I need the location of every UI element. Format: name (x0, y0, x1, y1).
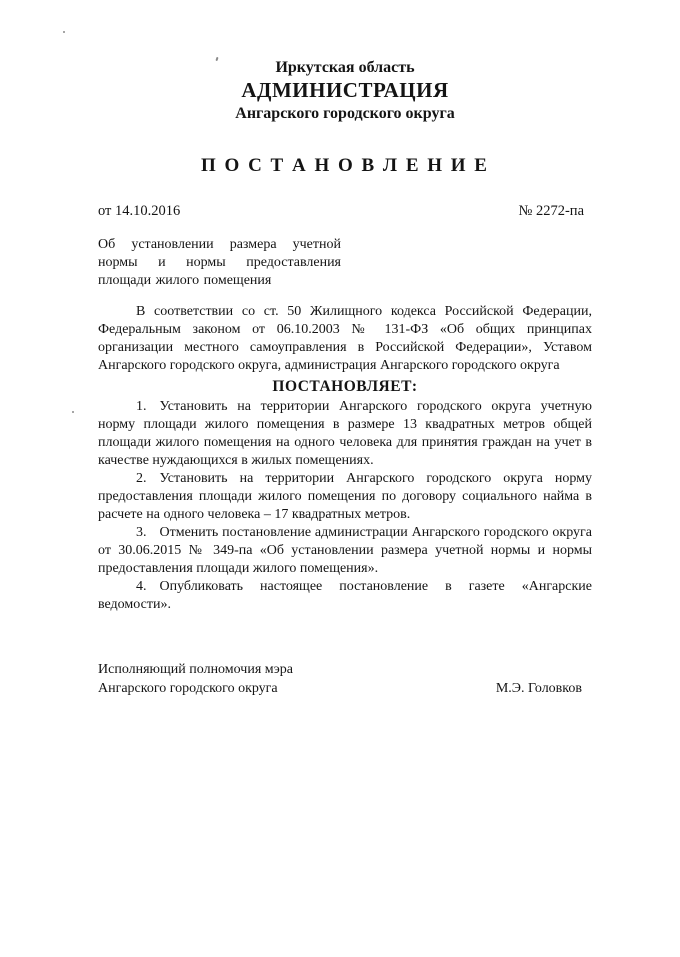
item-number: 1. (136, 399, 147, 414)
signer-title (98, 660, 293, 698)
doc-date: от 14.10.2016 (98, 203, 181, 219)
letterhead (98, 58, 592, 124)
item-text: Отменить постановление администрации Ангарского городского округа от 30.06.2015 № 349-па «Об установлении размера учетной нормы и нормы предоставления площади жилого помещения». (98, 525, 592, 576)
scan-speck (63, 31, 65, 33)
doc-type-title: П О С Т А Н О В Л Е Н И Е (201, 155, 489, 176)
resolution-item-3 (98, 524, 592, 578)
signer-name: М.Э. Головков (495, 681, 582, 696)
item-number: 2. (136, 471, 147, 486)
doc-meta-row (98, 202, 592, 220)
item-text: Установить на территории Ангарского городского округа норму предоставления площади жилого помещения по договору социального найма в расчете на одного человека – 17 квадратных метров. (98, 471, 592, 522)
signer-title-line2: Ангарского городского округа (98, 681, 278, 696)
item-text: Опубликовать настоящее постановление в газете «Ангарские ведомости». (98, 579, 592, 612)
doc-subject: Об установлении размера учетной нормы и нормы предоставления площади жилого помещения (98, 237, 341, 288)
resolution-item-4 (98, 578, 592, 614)
signature-block (98, 660, 592, 698)
item-number: 3. (136, 525, 147, 540)
doc-body (98, 303, 592, 614)
signer-title-line1: Исполняющий полномочия мэра (98, 662, 294, 677)
org-name: АДМИНИСТРАЦИЯ (241, 78, 449, 102)
item-text: Установить на территории Ангарского городского округа учетную норму площади жилого помещения в размере 13 квадратных метров общей площади жилого помещения на одного человека для принятия граждан на учет в качестве нуждающихся в жилых помещениях. (98, 399, 592, 468)
resolution-item-1 (98, 398, 592, 470)
item-number: 4. (136, 579, 147, 594)
resolution-item-2 (98, 470, 592, 524)
org-subname: Ангарского городского округа (235, 105, 455, 122)
preamble-paragraph: В соответствии со ст. 50 Жилищного кодекса Российской Федерации, Федеральным законом от 06.10.2003 № 131-ФЗ «Об общих принципах организации местного самоуправления в Российской Федерации», Уставом Ангарского городского округа, администрация Ангарского городского округа (98, 304, 592, 373)
resolves-heading: ПОСТАНОВЛЯЕТ: (272, 378, 418, 395)
doc-number: № 2272-па (518, 203, 584, 219)
region-name: Иркутская область (275, 59, 415, 76)
scan-speck (72, 411, 74, 413)
